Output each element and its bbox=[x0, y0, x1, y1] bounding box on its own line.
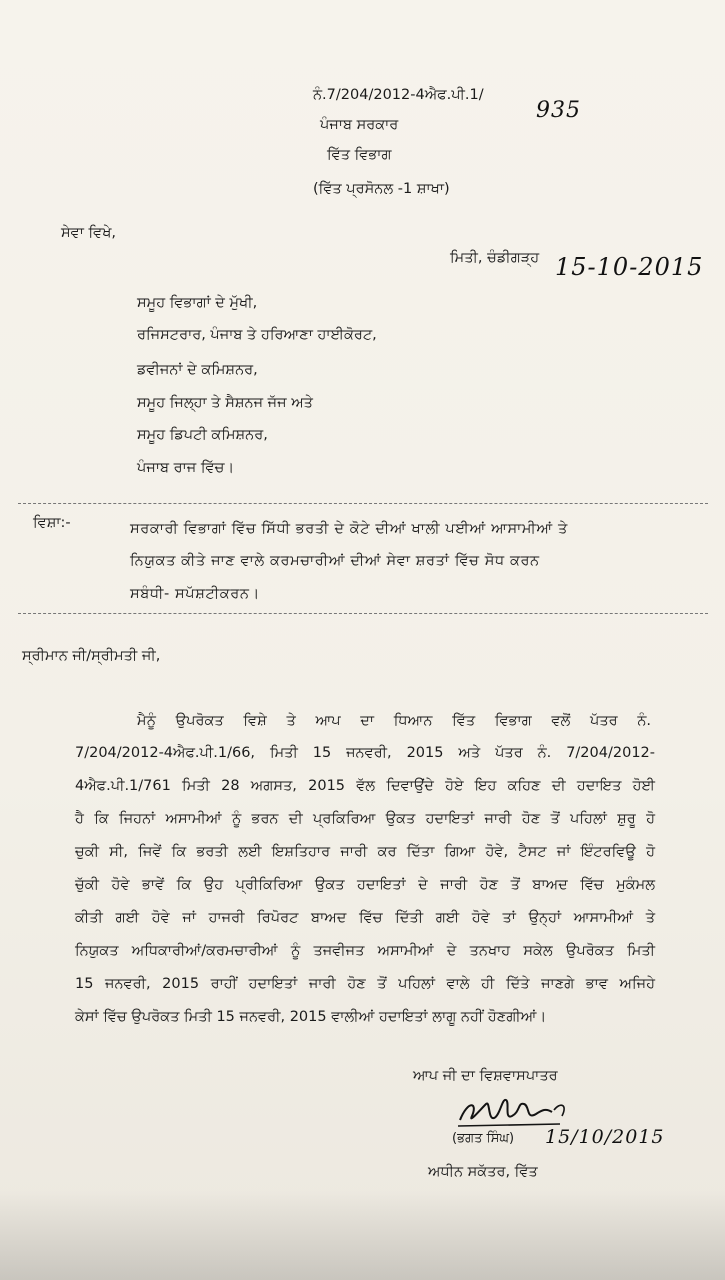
recipient-line: ਡਵੀਜਨਾਂ ਦੇ ਕਮਿਸ਼ਨਰ, bbox=[137, 362, 258, 378]
body-line: ਹੈ ਕਿ ਜਿਹਨਾਂ ਅਸਾਮੀਆਂ ਨੂੰ ਭਰਨ ਦੀ ਪ੍ਰਕਿਰਿਆ ਉਕਤ ਹਦਾਇਤਾਂ ਜਾਰੀ ਹੋਣ ਤੋਂ ਪਹਿਲਾਂ ਸ਼ੁਰੂ ਹੋ bbox=[75, 811, 655, 827]
subject-bottom-rule bbox=[18, 613, 708, 614]
subject-top-rule bbox=[18, 503, 708, 504]
recipient-line: ਸਮੂਹ ਜਿਲ੍ਹਾ ਤੇ ਸੈਸ਼ਨਜ ਜੱਜ ਅਤੇ bbox=[137, 395, 313, 411]
date-handwritten: 15-10-2015 bbox=[555, 253, 704, 281]
subject-line: ਸਰਕਾਰੀ ਵਿਭਾਗਾਂ ਵਿੱਚ ਸਿੱਧੀ ਭਰਤੀ ਦੇ ਕੋਟੇ ਦੀਆਂ ਖਾਲੀ ਪਈਆਂ ਆਸਾਮੀਆਂ ਤੇ bbox=[130, 521, 568, 537]
recipient-line: ਸਮੂਹ ਵਿਭਾਗਾਂ ਦੇ ਮੁੱਖੀ, bbox=[137, 295, 258, 311]
date-label: ਮਿਤੀ, ਚੰਡੀਗੜ੍ਹ bbox=[450, 250, 540, 266]
branch-name: (ਵਿੱਤ ਪ੍ਰਸੋਨਲ -1 ਸ਼ਾਖਾ) bbox=[313, 181, 450, 197]
department-name: ਵਿੱਤ ਵਿਭਾਗ bbox=[327, 147, 392, 163]
signature-date: 15/10/2015 bbox=[545, 1126, 665, 1148]
salutation-to: ਸੇਵਾ ਵਿਖੇ, bbox=[61, 225, 117, 241]
body-line: 4ਐਫ.ਪੀ.1/761 ਮਿਤੀ 28 ਅਗਸਤ, 2015 ਵੱਲ ਦਿਵਾਉਂਦੇ ਹੋਏ ਇਹ ਕਹਿਣ ਦੀ ਹਦਾਇਤ ਹੋਈ bbox=[75, 778, 655, 794]
closing: ਆਪ ਜੀ ਦਾ ਵਿਸ਼ਵਾਸਪਾਤਰ bbox=[413, 1068, 558, 1084]
designation: ਅਧੀਨ ਸਕੱਤਰ, ਵਿੱਤ bbox=[428, 1164, 538, 1180]
bottom-shadow bbox=[0, 1190, 725, 1280]
recipient-line: ਪੰਜਾਬ ਰਾਜ ਵਿੱਚ। bbox=[137, 460, 235, 476]
body-line: 15 ਜਨਵਰੀ, 2015 ਰਾਹੀਂ ਹਦਾਇਤਾਂ ਜਾਰੀ ਹੋਣ ਤੋਂ ਪਹਿਲਾਂ ਵਾਲੇ ਹੀ ਦਿੱਤੇ ਜਾਣਗੇ ਭਾਵ ਅਜਿਹੇ bbox=[75, 976, 655, 992]
signatory-name: (ਭਗਤ ਸਿੰਘ) bbox=[452, 1131, 515, 1146]
government-name: ਪੰਜਾਬ ਸਰਕਾਰ bbox=[320, 117, 399, 133]
subject-line: ਸਬੰਧੀ- ਸਪੱਸ਼ਟੀਕਰਨ। bbox=[130, 586, 260, 602]
greeting: ਸ੍ਰੀਮਾਨ ਜੀ/ਸ੍ਰੀਮਤੀ ਜੀ, bbox=[22, 648, 161, 664]
body-line: ਨਿਯੁਕਤ ਅਧਿਕਾਰੀਆਂ/ਕਰਮਚਾਰੀਆਂ ਨੂੰ ਤਜਵੀਜਤ ਅਸਾਮੀਆਂ ਦੇ ਤਨਖਾਹ ਸਕੇਲ ਉਪਰੋਕਤ ਮਿਤੀ bbox=[75, 943, 655, 959]
body-line: ਚੁਕੀ ਸੀ, ਜਿਵੇਂ ਕਿ ਭਰਤੀ ਲਈ ਇਸ਼ਤਿਹਾਰ ਜਾਰੀ ਕਰ ਦਿੱਤਾ ਗਿਆ ਹੋਵੇ, ਟੈਸਟ ਜਾਂ ਇੰਟਰਵਿਊ ਹੋ bbox=[75, 844, 655, 860]
body-line: ਕੀਤੀ ਗਈ ਹੋਵੇ ਜਾਂ ਹਾਜਰੀ ਰਿਪੋਰਟ ਬਾਅਦ ਵਿੱਚ ਦਿੱਤੀ ਗਈ ਹੋਵੇ ਤਾਂ ਉਨ੍ਹਾਂ ਆਸਾਮੀਆਂ ਤੇ bbox=[75, 910, 655, 926]
recipient-line: ਸਮੂਹ ਡਿਪਟੀ ਕਮਿਸ਼ਨਰ, bbox=[137, 427, 268, 443]
body-line: 7/204/2012-4ਐਫ.ਪੀ.1/66, ਮਿਤੀ 15 ਜਨਵਰੀ, 2015 ਅਤੇ ਪੱਤਰ ਨੰ. 7/204/2012- bbox=[75, 745, 655, 761]
subject-line: ਨਿਯੁਕਤ ਕੀਤੇ ਜਾਣ ਵਾਲੇ ਕਰਮਚਾਰੀਆਂ ਦੀਆਂ ਸੇਵਾ ਸ਼ਰਤਾਂ ਵਿੱਚ ਸੋਧ ਕਰਨ bbox=[130, 553, 540, 569]
reference-number: ਨੰ.7/204/2012-4ਐਫ.ਪੀ.1/ bbox=[313, 87, 484, 103]
reference-handwritten-number: 935 bbox=[536, 98, 581, 123]
body-line: ਕੇਸਾਂ ਵਿੱਚ ਉਪਰੋਕਤ ਮਿਤੀ 15 ਜਨਵਰੀ, 2015 ਵਾਲੀਆਂ ਹਦਾਇਤਾਂ ਲਾਗੂ ਨਹੀਂ ਹੋਣਗੀਆਂ। bbox=[75, 1009, 547, 1025]
body-line: ਚੁੱਕੀ ਹੋਵੇ ਭਾਵੇਂ ਕਿ ਉਹ ਪ੍ਰੀਕਿਰਿਆ ਉਕਤ ਹਦਾਇਤਾਂ ਦੇ ਜਾਰੀ ਹੋਣ ਤੋਂ ਬਾਅਦ ਵਿੱਚ ਮੁਕੰਮਲ bbox=[75, 877, 655, 893]
body-line: ਮੈਨੂੰ ਉਪਰੋਕਤ ਵਿਸ਼ੇ ਤੇ ਆਪ ਦਾ ਧਿਆਨ ਵਿੱਤ ਵਿਭਾਗ ਵਲੋਂ ਪੱਤਰ ਨੰ. bbox=[137, 713, 651, 729]
recipient-line: ਰਜਿਸਟਰਾਰ, ਪੰਜਾਬ ਤੇ ਹਰਿਆਣਾ ਹਾਈਕੋਰਟ, bbox=[137, 327, 377, 343]
subject-label: ਵਿਸ਼ਾ:- bbox=[33, 515, 71, 531]
